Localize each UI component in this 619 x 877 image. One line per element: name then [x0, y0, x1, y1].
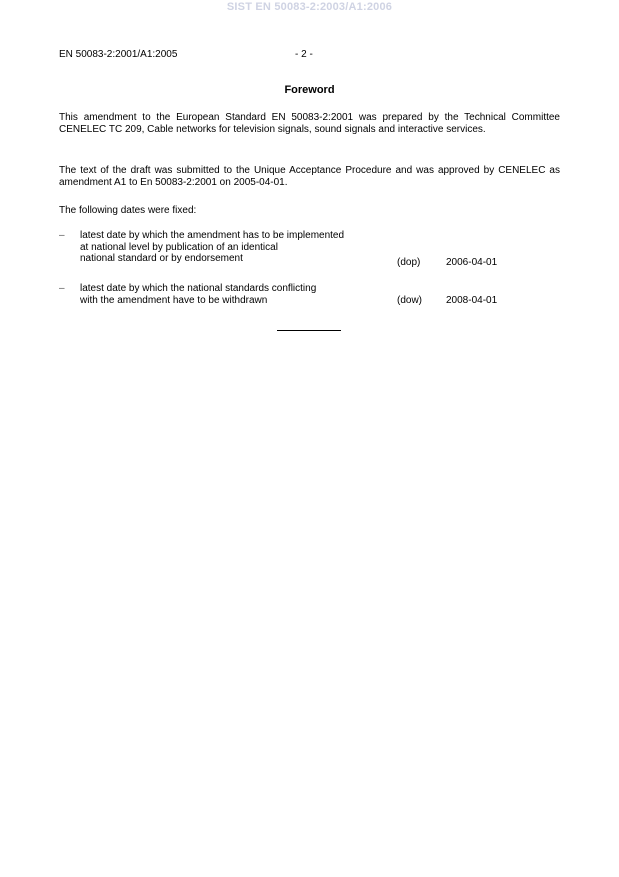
description-line: with the amendment have to be withdrawn — [80, 294, 268, 306]
end-rule — [277, 330, 341, 331]
description-line: at national level by publication of an identical — [80, 241, 278, 253]
watermark: SIST EN 50083-2:2003/A1:2006 — [226, 1, 393, 13]
foreword-paragraph-3: The following dates were fixed: — [59, 205, 197, 216]
page-number: - 2 - — [295, 49, 313, 60]
list-dash: – — [59, 230, 65, 241]
foreword-paragraph-2: The text of the draft was submitted to the Unique Acceptance Procedure and was approved by CENELEC as amendment A1 to En 50083-2:2001 on 2005-04-01. — [59, 165, 560, 188]
date-description — [80, 230, 400, 265]
date-value: 2008-04-01 — [446, 295, 498, 306]
description-line: national standard or by endorsement — [80, 253, 243, 264]
description-line: latest date by which the amendment has to be implemented — [80, 230, 345, 241]
foreword-paragraph-1: This amendment to the European Standard EN 50083-2:2001 was prepared by the Technical Committee CENELEC TC 209, Cable networks for television signals, sound signals and interactive services. — [59, 112, 560, 135]
list-dash: – — [59, 283, 65, 294]
date-value: 2006-04-01 — [446, 257, 498, 268]
date-code: (dow) — [397, 295, 423, 306]
description-line: latest date by which the national standards conflicting — [80, 283, 317, 294]
document-reference: EN 50083-2:2001/A1:2005 — [59, 49, 178, 60]
page-title: Foreword — [284, 84, 335, 96]
date-description — [80, 283, 400, 306]
date-code: (dop) — [397, 257, 421, 268]
